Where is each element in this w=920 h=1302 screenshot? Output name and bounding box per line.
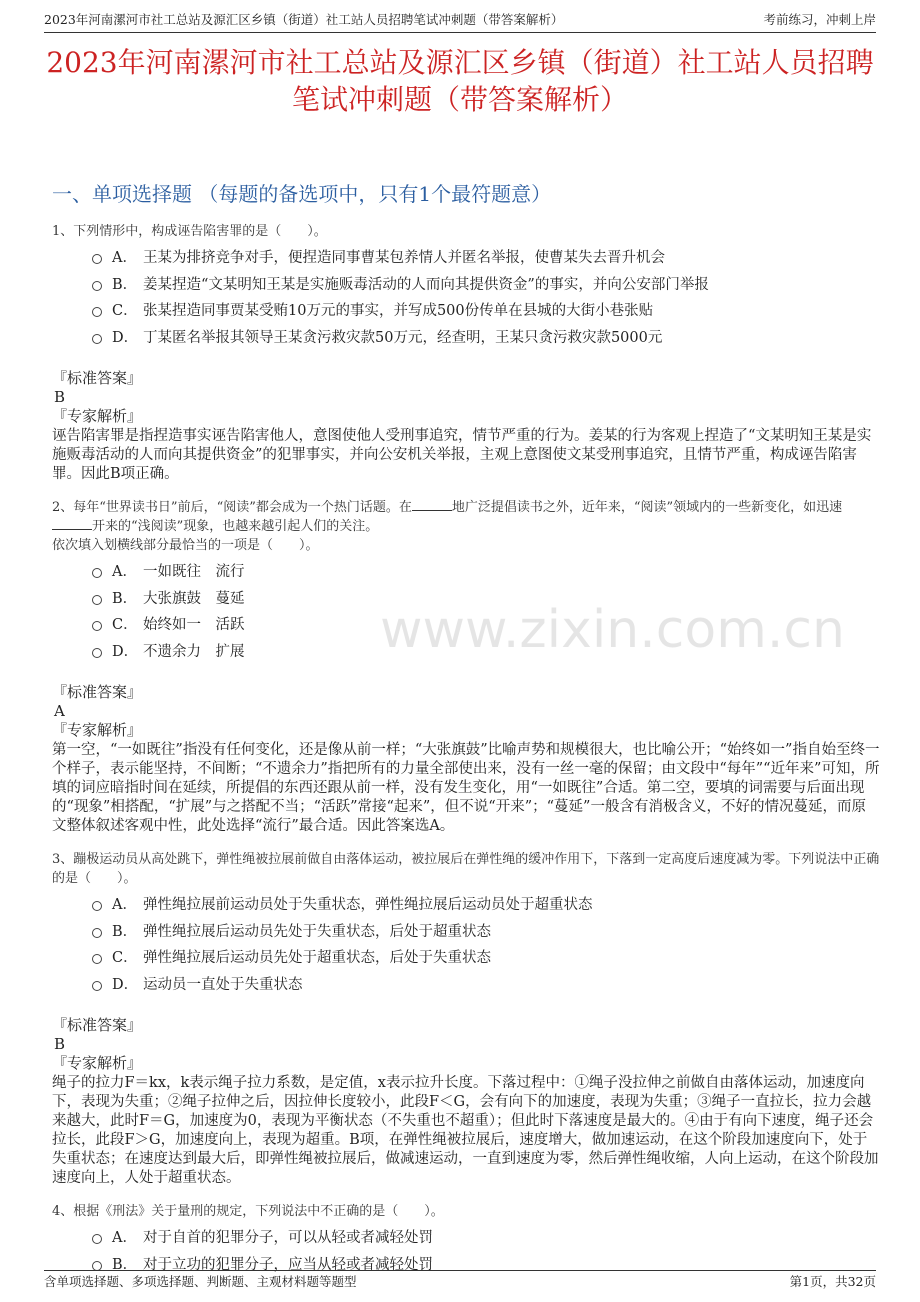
option-letter: D． bbox=[112, 976, 139, 993]
answer-label: 『标准答案』 bbox=[52, 683, 143, 701]
explanation-label: 『专家解析』 bbox=[52, 721, 143, 739]
option-letter: B． bbox=[112, 590, 138, 607]
page-header bbox=[44, 10, 876, 33]
question-stem bbox=[52, 498, 880, 555]
footer-question-types: 含单项选择题、多项选择题、判断题、主观材料题等题型 bbox=[44, 1274, 357, 1289]
option-c[interactable] bbox=[92, 298, 880, 325]
explanation-label: 『专家解析』 bbox=[52, 1054, 143, 1072]
option-d[interactable] bbox=[92, 325, 880, 352]
option-text: 始终如一 活跃 bbox=[143, 617, 245, 633]
option-text: 一如既往 流行 bbox=[143, 564, 245, 580]
option-text: 姜某捏造“文某明知王某是实施贩毒活动的人而向其提供资金”的事实，并向公安部门举报 bbox=[143, 276, 709, 293]
radio-icon[interactable] bbox=[92, 281, 102, 291]
option-text: 运动员一直处于失重状态 bbox=[143, 976, 303, 993]
page-footer bbox=[44, 1270, 876, 1289]
option-text: 丁某匿名举报其领导王某贪污救灾款50万元，经查明，王某只贪污救灾款5000元 bbox=[143, 329, 663, 346]
section-heading-note: （每题的备选项中，只有1个最符题意） bbox=[198, 182, 552, 206]
radio-icon[interactable] bbox=[92, 307, 102, 317]
option-letter: C． bbox=[112, 950, 138, 966]
option-letter: A． bbox=[112, 1230, 137, 1246]
option-text: 大张旗鼓 蔓延 bbox=[143, 590, 245, 607]
fill-blank bbox=[52, 517, 92, 530]
radio-icon[interactable] bbox=[92, 568, 102, 578]
section-heading-main: 一、单项选择题 bbox=[52, 182, 192, 206]
option-letter: B． bbox=[112, 276, 138, 293]
question-3 bbox=[52, 850, 880, 1188]
option-d[interactable] bbox=[92, 972, 880, 999]
stem-part: 地广泛提倡读书之外，近年来，“阅读”领域内的一些新变化，如迅速 bbox=[451, 500, 843, 515]
radio-icon[interactable] bbox=[92, 981, 102, 991]
option-a[interactable] bbox=[92, 559, 880, 586]
option-letter: A． bbox=[112, 564, 137, 580]
explanation-label: 『专家解析』 bbox=[52, 407, 143, 425]
option-letter: D． bbox=[112, 329, 139, 346]
option-c[interactable] bbox=[92, 945, 880, 972]
option-letter: B． bbox=[112, 923, 138, 940]
option-a[interactable] bbox=[92, 1225, 880, 1252]
option-letter: B． bbox=[112, 1256, 138, 1273]
radio-icon[interactable] bbox=[92, 648, 102, 658]
radio-icon[interactable] bbox=[92, 334, 102, 344]
option-b[interactable] bbox=[92, 919, 880, 946]
option-text: 张某捏造同事贾某受贿10万元的事实，并写成500份传单在县城的大街小巷张贴 bbox=[143, 303, 654, 319]
option-letter: A． bbox=[112, 250, 137, 266]
option-text: 对于自首的犯罪分子，可以从轻或者减轻处罚 bbox=[143, 1230, 433, 1246]
option-a[interactable] bbox=[92, 892, 880, 919]
option-text: 弹性绳拉展后运动员先处于失重状态，后处于超重状态 bbox=[143, 923, 491, 940]
stem-part: 2、每年“世界读书日”前后，“阅读”都会成为一个热门话题。在 bbox=[52, 500, 412, 515]
option-text: 弹性绳拉展后运动员先处于超重状态，后处于失重状态 bbox=[143, 950, 491, 966]
question-1 bbox=[52, 222, 880, 484]
answer-label: 『标准答案』 bbox=[52, 369, 143, 387]
explanation-text: 绳子的拉力F＝kx，k表示绳子拉力系数，是定值，x表示拉升长度。下落过程中：①绳子没拉伸之前做自由落体运动，加速度向下，表现为失重；②绳子拉伸之后，因拉伸长度较小，此段F＜G，会有向下的加速度，表现为失重；③绳子一直拉长，拉力会越来越大，此时F＝G，加速度为0，表现为平衡状态（不失重也不超重）；但此时下落速度是最大的。④由于有向下速度，绳子还会拉长，此段F＞G，加速度向上，表现为超重。B项，在弹性绳被拉展后，速度增大，做加速运动，在这个阶段加速度向下，处于失重状态；在速度达到最大后，即弹性绳被拉展后，做减速运动，一直到速度为零，然后弹性绳收缩，人向上运动，在这个阶段加速度向上，人处于超重状态。 bbox=[52, 1075, 879, 1186]
question-list bbox=[52, 222, 880, 1278]
answer-label: 『标准答案』 bbox=[52, 1016, 143, 1034]
option-letter: C． bbox=[112, 617, 138, 633]
option-list bbox=[92, 245, 880, 351]
fill-blank bbox=[412, 498, 452, 511]
header-doc-title: 2023年河南漯河市社工总站及源汇区乡镇（街道）社工站人员招聘笔试冲刺题（带答案解析） bbox=[44, 12, 564, 27]
option-text: 对于立功的犯罪分子，应当从轻或者减轻处罚 bbox=[143, 1256, 433, 1273]
header-slogan: 考前练习，冲刺上岸 bbox=[763, 12, 876, 27]
question-4 bbox=[52, 1202, 880, 1278]
radio-icon[interactable] bbox=[92, 954, 102, 964]
option-letter: D． bbox=[112, 643, 139, 660]
option-b[interactable] bbox=[92, 272, 880, 299]
option-letter: A． bbox=[112, 897, 137, 913]
answer-value: A bbox=[54, 702, 65, 720]
section-heading bbox=[52, 178, 551, 207]
option-c[interactable] bbox=[92, 612, 880, 639]
option-text: 王某为排挤竞争对手，便捏造同事曹某包养情人并匿名举报，使曹某失去晋升机会 bbox=[143, 250, 665, 266]
radio-icon[interactable] bbox=[92, 621, 102, 631]
radio-icon[interactable] bbox=[92, 1261, 102, 1271]
question-2 bbox=[52, 498, 880, 836]
option-a[interactable] bbox=[92, 245, 880, 272]
answer-value: B bbox=[54, 388, 66, 406]
explanation-text: 诬告陷害罪是指捏造事实诬告陷害他人，意图使他人受刑事追究，情节严重的行为。姜某的行为客观上捏造了“文某明知王某是实施贩毒活动的人而向其提供资金”的犯罪事实，并向公安机关举报，主观上意图使文某受刑事追究，且情节严重，构成诬告陷害罪。因此B项正确。 bbox=[52, 428, 872, 482]
question-stem: 4、根据《刑法》关于量刑的规定，下列说法中不正确的是（ ）。 bbox=[52, 1204, 444, 1219]
question-stem: 1、下列情形中，构成诬告陷害罪的是（ ）。 bbox=[52, 224, 327, 239]
option-d[interactable] bbox=[92, 639, 880, 666]
option-list bbox=[92, 559, 880, 665]
stem-part: 依次填入划横线部分最恰当的一项是（ ）。 bbox=[52, 538, 319, 553]
radio-icon[interactable] bbox=[92, 254, 102, 264]
option-list bbox=[92, 892, 880, 998]
radio-icon[interactable] bbox=[92, 595, 102, 605]
option-text: 弹性绳拉展前运动员处于失重状态，弹性绳拉展后运动员处于超重状态 bbox=[143, 897, 593, 913]
watermark: www.zixin.com.cn bbox=[380, 600, 845, 660]
radio-icon[interactable] bbox=[92, 928, 102, 938]
answer-value: B bbox=[54, 1035, 66, 1053]
document-title: 2023年河南漯河市社工总站及源汇区乡镇（街道）社工站人员招聘笔试冲刺题（带答案解析） bbox=[46, 46, 874, 116]
option-b[interactable] bbox=[92, 586, 880, 613]
radio-icon[interactable] bbox=[92, 1234, 102, 1244]
option-text: 不遗余力 扩展 bbox=[143, 643, 245, 660]
question-stem: 3、蹦极运动员从高处跳下，弹性绳被拉展前做自由落体运动，被拉展后在弹性绳的缓冲作用下，下落到一定高度后速度减为零。下列说法中正确的是（ ）。 bbox=[52, 852, 880, 886]
stem-part: 开来的“浅阅读”现象，也越来越引起人们的关注。 bbox=[92, 519, 379, 534]
radio-icon[interactable] bbox=[92, 901, 102, 911]
page-number: 第1页，共32页 bbox=[789, 1274, 876, 1289]
option-letter: C． bbox=[112, 303, 138, 319]
explanation-text: 第一空，“一如既往”指没有任何变化，还是像从前一样；“大张旗鼓”比喻声势和规模很大，也比喻公开；“始终如一”指自始至终一个样子，表示能坚持，不间断；“不遗余力”指把所有的力量全部使出来，没有一丝一毫的保留；由文段中“每年”“近年来”可知，所填的词应暗指时间在延续，所提倡的东西还跟从前一样，没有发生变化，用“一如既往”合适。第二空，要填的词需要与后面出现的“现象”相搭配，“扩展”与之搭配不当；“活跃”常接“起来”，但不说“开来”；“蔓延”一般含有消极含义，不好的情况蔓延，而原文整体叙述客观中性，此处选择“流行”最合适。因此答案选A。 bbox=[52, 742, 880, 834]
